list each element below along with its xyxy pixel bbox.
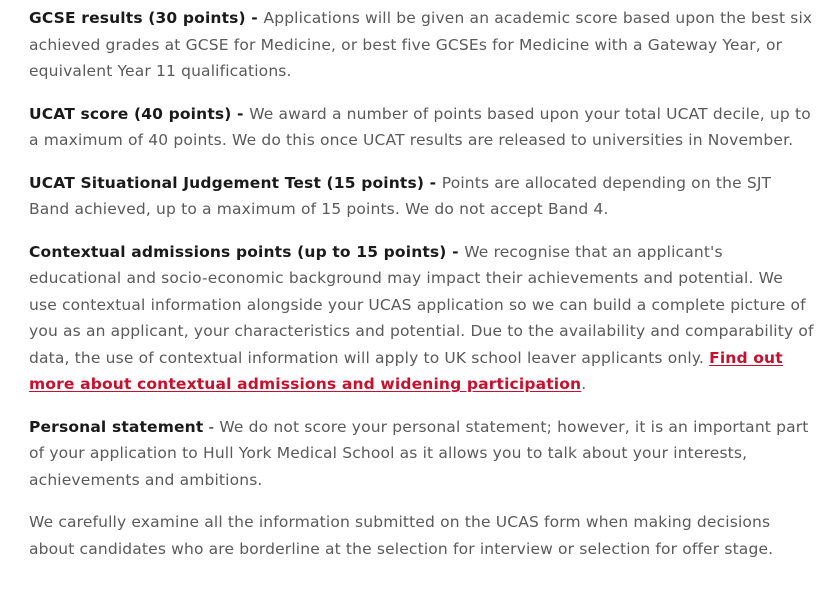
contextual-admissions-heading: Contextual admissions points (up to 15 points): [29, 242, 447, 261]
gcse-results-separator: -: [245, 9, 264, 27]
ucat-score-heading: UCAT score (40 points): [29, 104, 232, 123]
ucat-sjt-heading: UCAT Situational Judgement Test (15 points): [29, 173, 425, 192]
contextual-admissions-separator: -: [446, 242, 465, 261]
gcse-results-paragraph: [29, 5, 814, 85]
personal-statement-paragraph: [29, 414, 814, 494]
gcse-results-text: Applications will be given an academic score based upon the best six achieved grades at GCSE for Medicine, or best five GCSEs for Medicine with a Gateway Year, or equivalent Year 11 qualifications.: [29, 9, 813, 80]
contextual-admissions-text: We recognise that an applicant's educational and socio-economic background may impact their achievements and potential. We use contextual information alongside your UCAS application so we can build a complete picture of you as an applicant, your characteristics and potential. Due to the availability and comparability of data, the use of contextual information will apply to UK school leaver applicants only.: [29, 242, 814, 367]
contextual-admissions-link[interactable]: Find out more about contextual admissions and widening participation: [29, 348, 783, 393]
ucat-sjt-paragraph: [29, 170, 814, 223]
gcse-results-heading: GCSE results (30 points): [29, 9, 246, 27]
ucat-score-separator: -: [231, 104, 250, 123]
personal-statement-separator: -: [203, 417, 220, 436]
personal-statement-text: We do not score your personal statement; however, it is an important part of your application to Hull York Medical School as it allows you to talk about your interests, achievements and ambitions.: [29, 417, 809, 489]
ucat-score-paragraph: [29, 101, 814, 154]
closing-paragraph: We carefully examine all the information submitted on the UCAS form when making decisions about candidates who are borderline at the selection for interview or selection for offer stage.: [29, 513, 774, 558]
ucat-sjt-text: Points are allocated depending on the SJT Band achieved, up to a maximum of 15 points. We do not accept Band 4.: [29, 173, 772, 218]
contextual-admissions-paragraph: [29, 239, 814, 398]
ucat-sjt-separator: -: [424, 173, 442, 192]
ucat-score-text: We award a number of points based upon your total UCAT decile, up to a maximum of 40 points. We do this once UCAT results are released to universities in November.: [29, 104, 811, 149]
personal-statement-heading: Personal statement: [29, 417, 204, 436]
contextual-admissions-period: .: [581, 375, 587, 393]
